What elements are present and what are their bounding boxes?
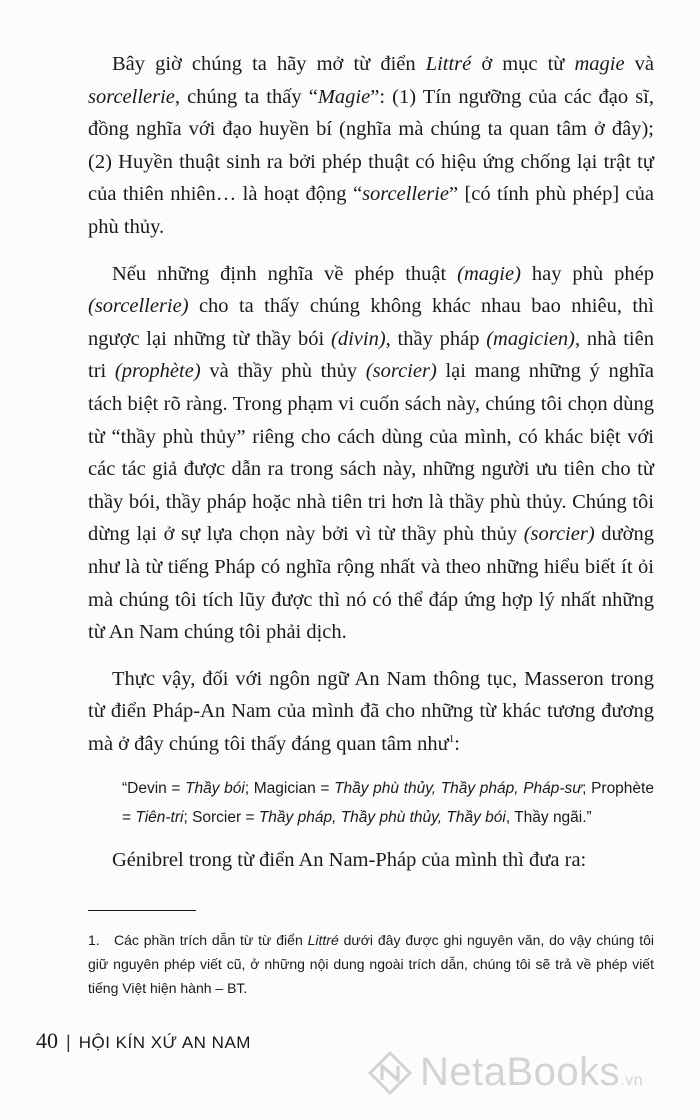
footnote-rule [88, 910, 196, 911]
text-run: và thầy phù thủy [200, 360, 366, 383]
page-number: 40 [36, 1028, 58, 1053]
text-run: lại mang những ý nghĩa tách biệt rõ ràng. Trong phạm vi cuốn sách này, chúng tôi chọn dùng từ “thầy phù thủy” riêng cho cách dùng của mình, có khác biệt với các tác giả được dẫn ra trong sách này, những người ưu tiên cho từ thầy bói, thầy pháp hoặc nhà tiên tri hơn là thầy phù thủy. Chúng tôi dừng lại ở sự lựa chọn này bởi vì từ thầy phù thủy [88, 360, 655, 546]
text-run: Génibrel trong từ điển An Nam-Pháp của mình thì đưa ra: [112, 849, 587, 872]
paragraph-3 [88, 663, 654, 761]
page-footer [36, 1028, 251, 1054]
italic-run: (magicien) [486, 327, 575, 350]
italic-run: Tiên-tri [135, 809, 184, 827]
italic-run: Thầy phù thủy, Thầy pháp, Pháp-sư [334, 780, 583, 798]
text-run: ; Sorcier = [183, 809, 259, 827]
running-title: HỘI KÍN XỨ AN NAM [78, 1033, 251, 1052]
italic-run: (sorcier) [365, 360, 437, 383]
footnote-number: 1. [88, 932, 100, 948]
text-run: ”: (1) Tín ngưỡng của các đạo sĩ, đồng nghĩa với đạo huyền bí (nghĩa mà chúng ta quan tâm ở đây); (2) Huyền thuật sinh ra bởi phép thuật có hiệu ứng chống lại trật tự của thiên nhiên… là hoạt động “ [88, 85, 655, 206]
text-run: ” [có tính phù phép] của phù thủy. [88, 183, 654, 238]
italic-run: Magie [317, 85, 371, 108]
watermark-brand: NetaBooks [420, 1050, 621, 1094]
text-run: Các phần trích dẫn từ từ điển [114, 932, 308, 948]
italic-run: (prophète) [114, 360, 201, 383]
text-run: , Thầy ngãi.” [505, 809, 592, 827]
text-run: cho ta thấy chúng không khác nhau bao nhiêu, thì ngược lại những từ thầy bói [88, 295, 654, 350]
italic-run: Littré [425, 53, 472, 75]
text-run: , thầy pháp [385, 327, 487, 350]
text-run: dưới đây được ghi nguyên văn, do vậy chúng tôi giữ nguyên phép viết cũ, ở những nội dung ngoài trích dẫn, chúng tôi sẽ trả về phép viết tiếng Việt hiện hành – BT. [88, 932, 654, 996]
text-run: , nhà tiên tri [88, 327, 654, 383]
watermark [368, 1050, 643, 1095]
dictionary-quote [122, 774, 654, 832]
text-run: “Devin = [122, 780, 186, 798]
n-logo-icon [368, 1051, 412, 1095]
watermark-suffix: .vn [620, 1072, 644, 1089]
italic-run: sorcellerie [88, 85, 175, 108]
italic-run: magie [574, 53, 625, 75]
page-body [88, 48, 654, 891]
italic-run: (sorcellerie) [88, 295, 189, 318]
text-run: ; Prophète = [122, 780, 654, 827]
text-run: ở mục từ [471, 53, 575, 75]
text-run: dường như là từ tiếng Pháp có nghĩa rộng nhất và theo những hiểu biết ít ỏi mà chúng tôi tích lũy được thì nó có thể đáp ứng hợp lý nhất những từ An Nam chúng tôi phải dịch. [88, 523, 654, 644]
text-run: : [454, 732, 460, 755]
text-run: hay phù phép [520, 262, 654, 285]
text-run: Nếu những định nghĩa về phép thuật [112, 262, 458, 285]
paragraph-4 [88, 844, 654, 877]
text-run: , chúng ta thấy “ [174, 85, 318, 108]
italic-run: (sorcier) [523, 523, 595, 546]
italic-run: Thầy pháp, Thầy phù thủy, Thầy bói [258, 809, 506, 827]
italic-run: Littré [307, 932, 339, 948]
footnote [88, 928, 654, 1000]
text-run: Thực vậy, đối với ngôn ngữ An Nam thông tục, Masseron trong từ điển Pháp-An Nam của mình đã cho những từ khác tương đương mà ở đây chúng tôi thấy đáng quan tâm như [88, 667, 654, 755]
folio-separator: | [66, 1032, 71, 1052]
paragraph-1 [88, 48, 654, 244]
watermark-text [420, 1050, 643, 1095]
italic-run: Thầy bói [185, 780, 245, 798]
italic-run: sorcellerie [362, 183, 449, 206]
italic-run: (magie) [457, 262, 521, 285]
text-run: ; Magician = [244, 780, 335, 798]
footnote-ref: 1 [448, 733, 455, 746]
italic-run: (divin) [331, 327, 386, 350]
footnote-text [88, 932, 654, 996]
text-run: và [624, 53, 654, 75]
text-run: Bây giờ chúng ta hãy mở từ điển [112, 53, 426, 75]
paragraph-2 [88, 258, 654, 649]
